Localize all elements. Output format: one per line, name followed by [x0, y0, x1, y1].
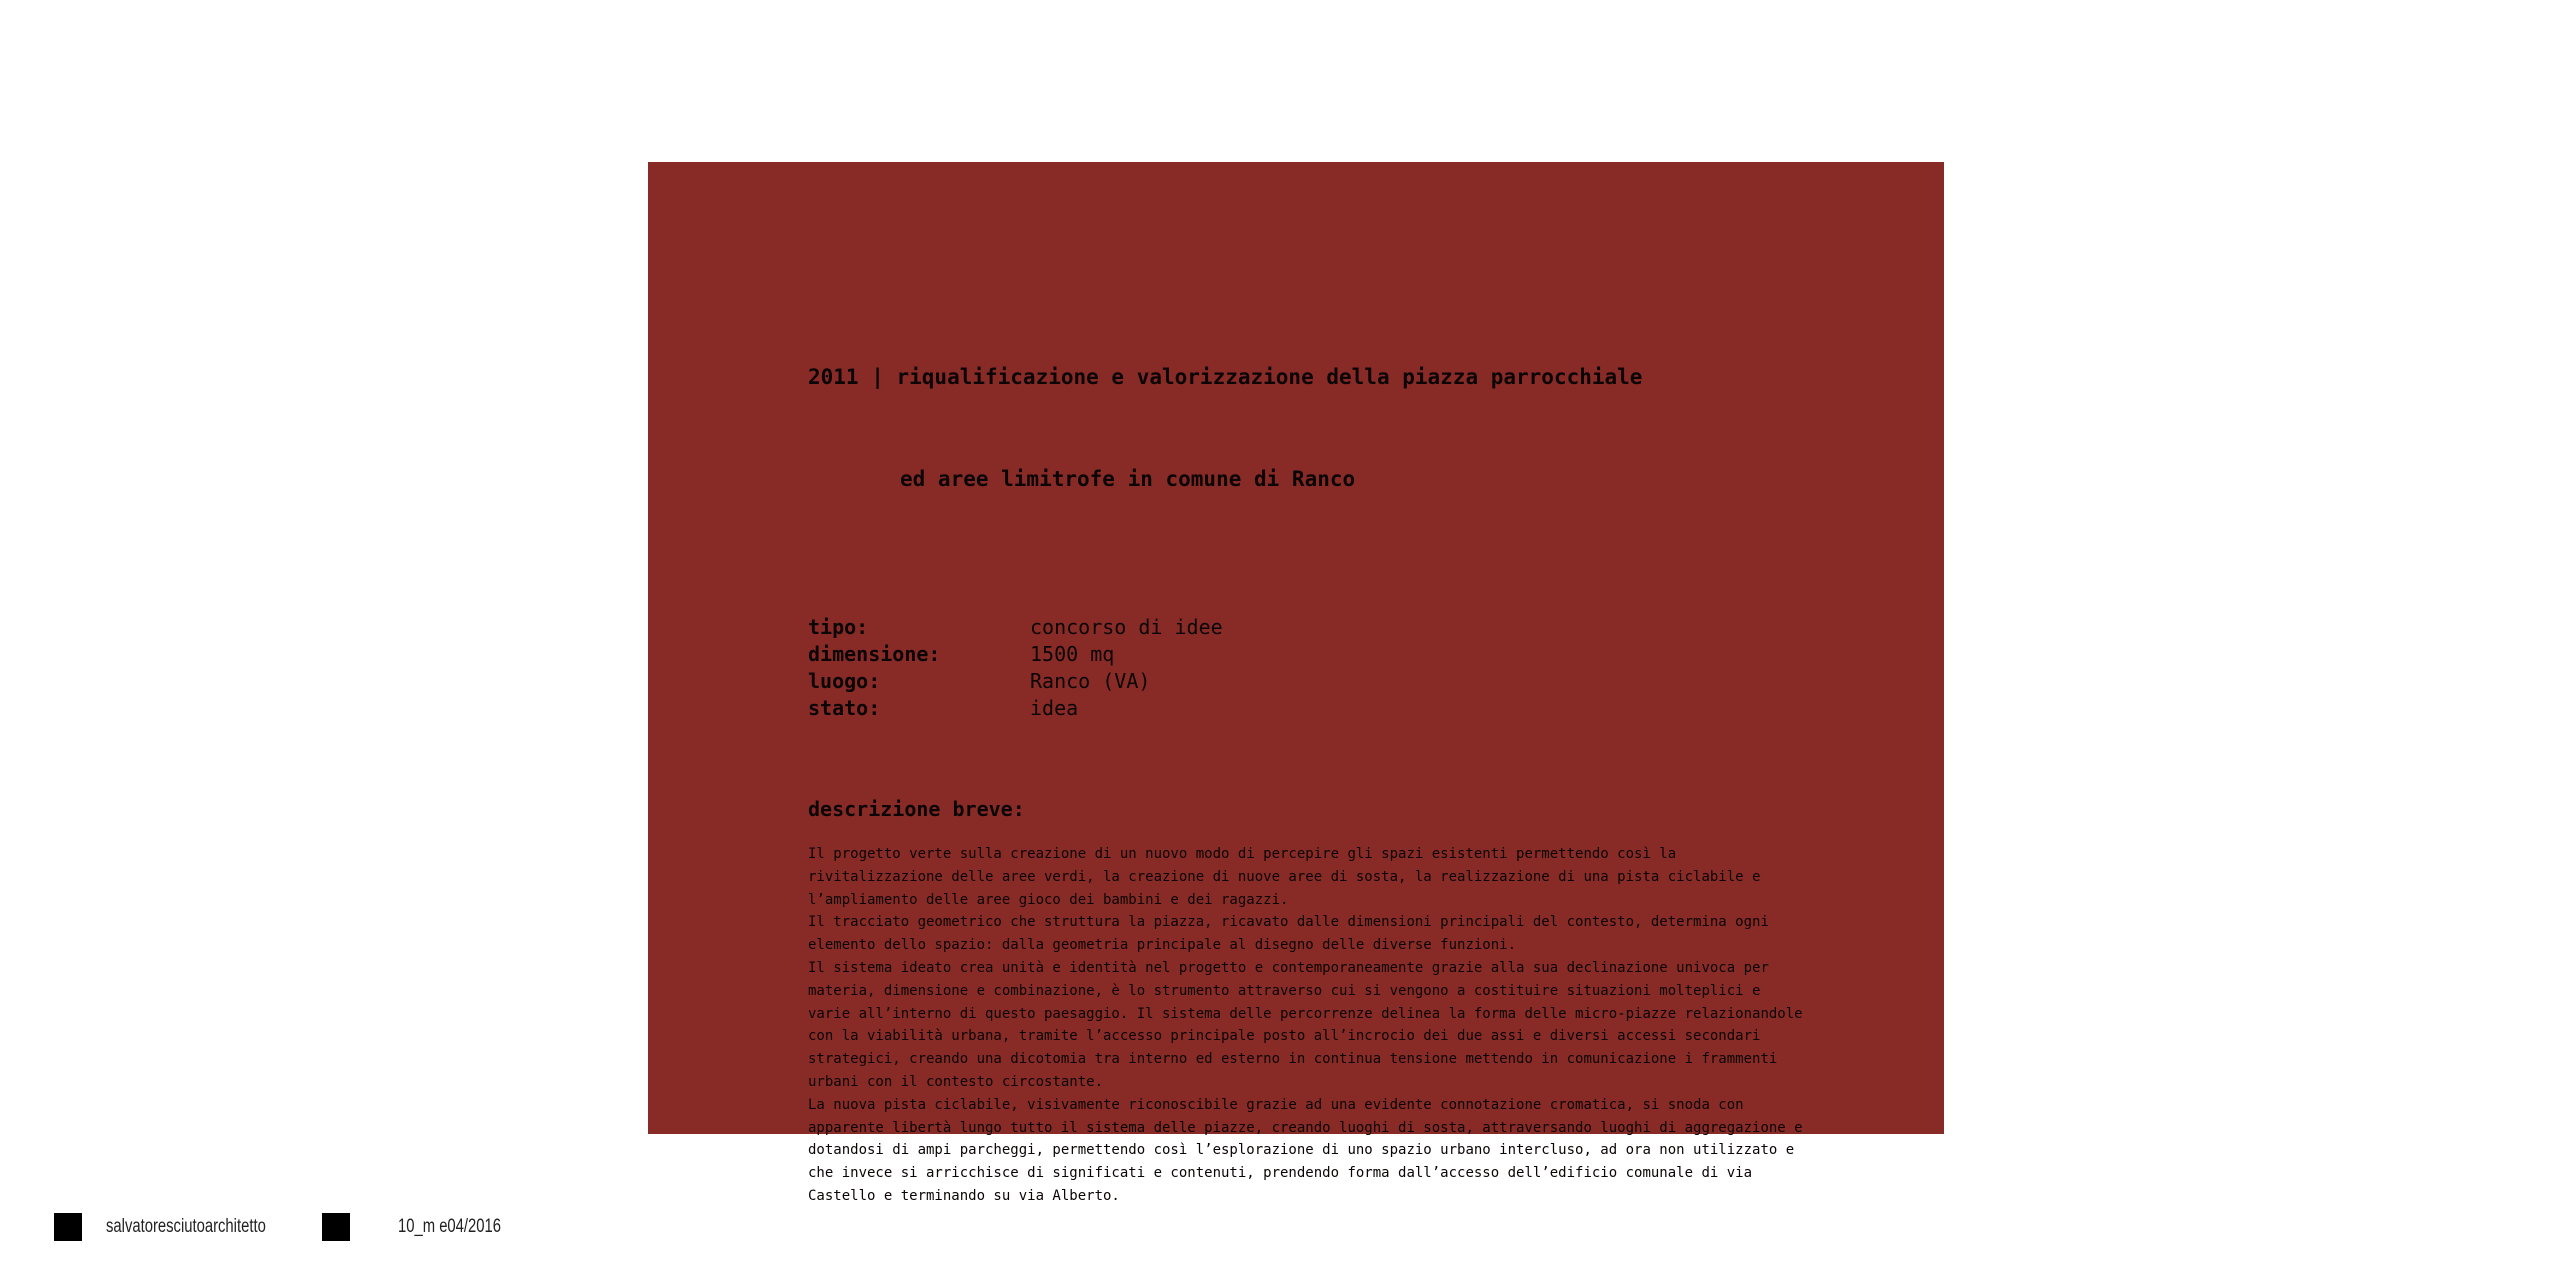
footer	[0, 1213, 2560, 1243]
project-title	[808, 292, 1808, 564]
spec-value: concorso di idee	[1030, 615, 1223, 639]
description-paragraph: Il tracciato geometrico che struttura la piazza, ricavato dalle dimensioni principali del contesto, determina ogni elemento dello spazio: dalla geometria principale al disegno delle diverse funzioni.	[808, 914, 1769, 954]
footer-square-icon	[322, 1213, 350, 1241]
spec-label: stato:	[808, 696, 881, 720]
spec-row-luogo	[808, 668, 1808, 695]
studio-name-link[interactable]: salvatoresciutoarchitetto	[106, 1216, 266, 1237]
project-content	[808, 292, 1808, 1208]
footer-square-icon	[54, 1213, 82, 1241]
description-title: descrizione breve:	[808, 797, 1025, 821]
spec-label: dimensione:	[808, 642, 941, 666]
spec-value: Ranco (VA)	[1030, 669, 1151, 693]
spec-label: tipo:	[808, 615, 869, 639]
spec-row-tipo	[808, 614, 1808, 641]
page-code: 10_m e04/2016	[398, 1216, 502, 1237]
spec-row-stato	[808, 695, 1808, 722]
spec-value: idea	[1030, 696, 1079, 720]
description-paragraph: Il progetto verte sulla creazione di un nuovo modo di percepire gli spazi esistenti permettendo così la rivitalizzazione delle aree verdi, la creazione di nuove aree di sosta, la realizzazione di una pista ciclabile e l’ampliamento delle aree gioco dei bambini e dei ragazzi.	[808, 846, 1761, 908]
description-body	[808, 843, 1808, 1208]
spec-value: 1500 mq	[1030, 642, 1115, 666]
spec-row-dimensione	[808, 641, 1808, 668]
spec-label: luogo:	[808, 669, 881, 693]
project-title-line-2: ed aree limitrofe in comune di Ranco	[900, 467, 1356, 491]
project-specs	[808, 614, 1808, 722]
project-title-line-1: 2011 | riqualificazione e valorizzazione della piazza parrocchiale	[808, 365, 1643, 389]
description-paragraph: La nuova pista ciclabile, visivamente riconoscibile grazie ad una evidente connotazione cromatica, si snoda con apparente libertà lungo tutto il sistema delle piazze, creando luoghi di sosta, attraversando luoghi di aggregazione e dotandosi di ampi parcheggi, permettendo così l’esplorazione di uno spazio urbano intercluso, ad ora non utilizzato e che invece si arricchisce di significati e contenuti, prendendo forma dall’accesso dell’edificio comunale di via Castello e terminando su via Alberto.	[808, 1096, 1803, 1204]
project-panel	[648, 162, 1944, 1204]
description-paragraph: Il sistema ideato crea unità e identità nel progetto e contemporaneamente grazie alla sua declinazione univoca per materia, dimensione e combinazione, è lo strumento attraverso cui si vengono a costituire situazioni molteplici e varie all’interno di questo paesaggio. Il sistema delle percorrenze delinea la forma delle micro-piazze relazionandole con la viabilità urbana, tramite l’accesso principale posto all’incrocio dei due assi e diversi accessi secondari strategici, creando una dicotomia tra interno ed esterno in continua tensione mettendo in comunicazione i frammenti urbani con il contesto circostante.	[808, 959, 1803, 1090]
